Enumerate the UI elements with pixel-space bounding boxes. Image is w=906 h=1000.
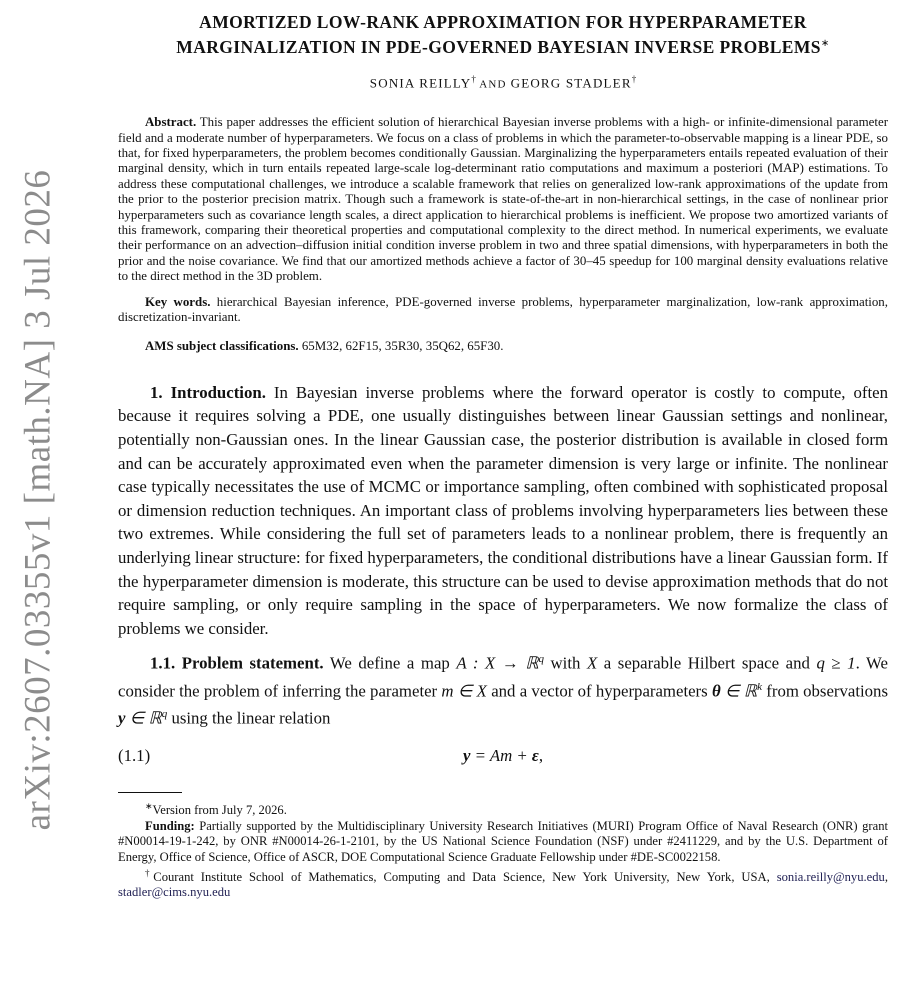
email-link-reilly[interactable]: sonia.reilly@nyu.edu bbox=[776, 869, 885, 884]
ps-math-m: m ∈ X bbox=[441, 681, 487, 701]
ps-text-4: . We consider the problem of inferring the parameter bbox=[118, 653, 888, 701]
footnote-affiliation bbox=[118, 866, 888, 901]
section-heading-introduction: 1. Introduction. bbox=[150, 382, 266, 402]
fn-version-text: Version from July 7, 2026. bbox=[152, 803, 287, 818]
keywords bbox=[118, 295, 888, 326]
fn-email-sep: , bbox=[884, 869, 888, 884]
title-line-2 bbox=[118, 33, 888, 58]
author-stadler: GEORG STADLER bbox=[510, 75, 632, 91]
problem-statement-paragraph bbox=[118, 648, 888, 730]
ps-math-theta: θ bbox=[711, 681, 721, 701]
title-footnote-mark: ∗ bbox=[820, 38, 830, 49]
ps-sup-q-2: q bbox=[161, 707, 168, 720]
fn-affil-mark: † bbox=[145, 867, 154, 878]
author-separator: AND bbox=[475, 78, 511, 91]
ps-math-map: A : X → ℝ bbox=[456, 653, 539, 673]
ps-sup-q: q bbox=[538, 653, 544, 666]
eq-mid: = Am + bbox=[470, 745, 532, 765]
keywords-label: Key words. bbox=[145, 294, 211, 309]
abstract-text: This paper addresses the efficient solution of hierarchical Bayesian inverse problems with a high- or infinite-dimensional parameter field and a moderate number of hyperparameters. We focus on a class of problems in which the parameter-to-observable mapping is a linear PDE, so that, for fixed hyperparameters, the problem becomes conditionally Gaussian. Marginalizing the hyperparameters entails repeated evaluation of their marginal density, which in turn entails repeated large-scale log-determinant ratio computations and maximum a posteriori (MAP) estimations. To address these computational challenges, we introduce a scalable framework that relies on generalized low-rank approximations of the update from the prior to the posterior precision matrix. Though such a framework is state-of-the-art in non-hierarchical settings, in the case of nonlinear prior hyperparameters such as covariance length scales, a direct application to hierarchical problems is inefficient. We propose two amortized variants of this framework, comparing their theoretical properties and computational complexity to the direct method. In numerical experiments, we evaluate their performance on an advection–diffusion initial condition inverse problem in two and three spatial dimensions, with hyperparameters in both the prior and the noise covariance. We find that our amortized methods achieve a factor of 30–45 speedup for 100 marginal density evaluations relative to the direct method in the 3D problem. bbox=[118, 115, 888, 284]
ps-text-3: a separable Hilbert space and bbox=[597, 653, 817, 673]
subsection-heading-problem-statement: 1.1. Problem statement. bbox=[150, 653, 324, 673]
eq-eps: ε bbox=[531, 745, 539, 765]
ps-math-x: X bbox=[586, 653, 598, 673]
ps-math-rk: ∈ ℝ bbox=[720, 681, 758, 701]
abstract-label: Abstract. bbox=[145, 115, 197, 130]
author-stadler-mark: † bbox=[631, 73, 637, 84]
author-reilly: SONIA REILLY bbox=[369, 75, 472, 91]
ams-text: 65M32, 62F15, 35R30, 35Q62, 65F30. bbox=[301, 339, 504, 354]
ps-math-q: q ≥ 1 bbox=[816, 653, 856, 673]
ps-math-y: y bbox=[118, 708, 126, 728]
fn-funding-text: Partially supported by the Multidisciplinary University Research Initiatives (MURI) Program Office of Naval Research (ONR) grant #N00014-19-1-242, by ONR #N00014-26-1-2101, by the US National Science Foundation (NSF) under #2411229, and by the U.S. Department of Energy, Office of Science, Office of ASCR, DOE Computational Science Graduate Fellowship under #DE-SC0022158. bbox=[118, 818, 888, 864]
paper-title bbox=[118, 12, 888, 58]
equation-body bbox=[118, 746, 888, 766]
footnote-rule bbox=[118, 792, 182, 793]
keywords-text: hierarchical Bayesian inference, PDE-governed inverse problems, hyperparameter marginalization, low-rank approximation, discretization-invariant. bbox=[118, 294, 888, 325]
eq-end: , bbox=[538, 745, 544, 765]
footnote-version bbox=[118, 799, 888, 819]
author-list bbox=[118, 74, 888, 91]
arxiv-identifier-stamp: arXiv:2607.03355v1 [math.NA] 3 Jul 2026 bbox=[17, 169, 59, 831]
ps-text-1: We define a map bbox=[329, 653, 457, 673]
fn-affil-text: Courant Institute School of Mathematics, Computing and Data Science, New York University, New York, USA, bbox=[153, 869, 777, 884]
title-line-1: AMORTIZED LOW-RANK APPROXIMATION FOR HYPERPARAMETER bbox=[199, 12, 807, 32]
fn-version-mark: ∗ bbox=[145, 800, 153, 811]
page-content bbox=[118, 12, 888, 901]
introduction-paragraph bbox=[118, 381, 888, 641]
footnote-funding bbox=[118, 819, 888, 866]
equation-1-1 bbox=[118, 742, 888, 772]
ps-text-7: using the linear relation bbox=[167, 708, 331, 728]
ams-label: AMS subject classifications. bbox=[145, 339, 299, 354]
author-reilly-mark: † bbox=[471, 73, 476, 84]
ams-classifications bbox=[118, 339, 888, 354]
fn-funding-label: Funding: bbox=[145, 818, 195, 833]
abstract bbox=[118, 115, 888, 284]
ps-text-5: and a vector of hyperparameters bbox=[486, 681, 712, 701]
ps-math-rq: ∈ ℝ bbox=[125, 708, 162, 728]
ps-text-2: with bbox=[543, 653, 587, 673]
ps-sup-k: k bbox=[757, 680, 762, 693]
eq-y: y bbox=[462, 745, 471, 765]
ps-text-6: from observations bbox=[762, 681, 888, 701]
equation-number: (1.1) bbox=[118, 745, 151, 765]
title-line-2-text: MARGINALIZATION IN PDE-GOVERNED BAYESIAN INVERSE PROBLEMS bbox=[176, 36, 821, 57]
introduction-text: In Bayesian inverse problems where the forward operator is costly to compute, often because it requires solving a PDE, one usually distinguishes between linear Gaussian settings and nonlinear, potentially non-Gaussian ones. In the linear Gaussian case, the posterior distribution is available in closed form and can be accurately approximated even when the parameter dimension is very large or infinite. The nonlinear case typically necessitates the use of MCMC or importance sampling, often combined with sophisticated proposal or dimension reduction techniques. An important class of problems involving hyperparameters lies between these two extremes. While considering the full set of parameters leads to a nonlinear problem, there is frequently an underlying linear structure: for fixed hyperparameters, the conditional distributions have a linear Gaussian form. If the hyperparameter dimension is moderate, this structure can be used to devise approximation methods that do not require sampling, or only require sampling in the space of hyperparameters. We now formalize the class of problems we consider. bbox=[118, 382, 888, 638]
email-link-stadler[interactable]: stadler@cims.nyu.edu bbox=[118, 885, 231, 900]
